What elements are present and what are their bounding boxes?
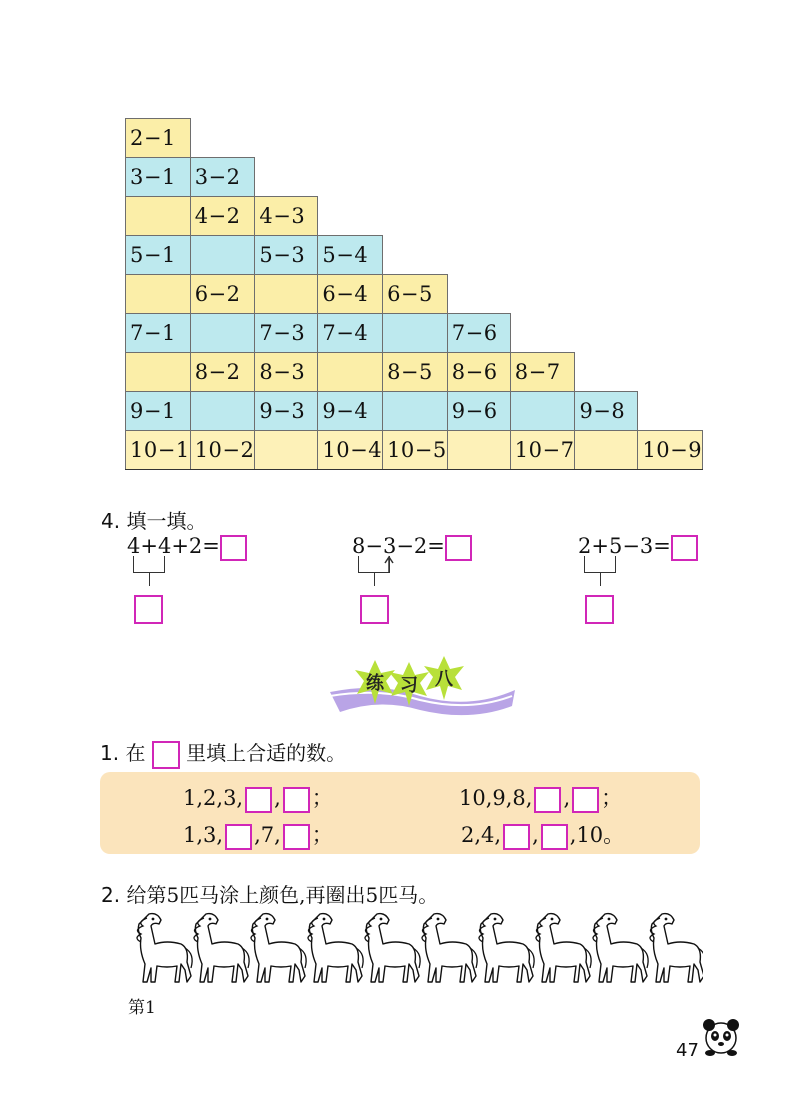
example-box-icon (152, 741, 180, 769)
banner-star (424, 656, 464, 700)
table-empty-space (383, 119, 448, 158)
sequence-text: ； (601, 786, 623, 810)
question-4-heading (101, 505, 206, 534)
sequence-text: ； (311, 786, 333, 810)
horse-icon[interactable] (137, 914, 192, 982)
table-row (126, 314, 703, 353)
table-empty-space (510, 197, 575, 236)
table-cell (126, 353, 191, 392)
table-cell: 10−9 (638, 431, 703, 470)
sequence-row-2-right (461, 819, 624, 850)
sequence-text: 1,2,3, (183, 786, 244, 810)
table-empty-space (575, 314, 638, 353)
sequence-text: 2,4, (461, 823, 502, 847)
table-empty-space (575, 353, 638, 392)
table-row (126, 392, 703, 431)
table-empty-space (638, 392, 703, 431)
table-cell: 8−3 (255, 353, 318, 392)
page-number: 47 (676, 1040, 699, 1061)
question-4-number: 4. (101, 509, 121, 533)
sequence-row-1-left (183, 782, 333, 813)
horse-icon[interactable] (308, 914, 363, 982)
table-row (126, 119, 703, 158)
table-cell: 9−3 (255, 392, 318, 431)
table-cell: 7−1 (126, 314, 191, 353)
table-cell: 8−7 (510, 353, 575, 392)
exercise-1-number: 1. (100, 741, 120, 765)
table-empty-space (510, 314, 575, 353)
table-cell (190, 314, 255, 353)
table-empty-space (575, 236, 638, 275)
q4-expression-1-text: 4+4+2= (127, 534, 220, 558)
exercise-1-prefix: 在 (125, 741, 146, 765)
table-empty-space (318, 197, 383, 236)
table-cell: 3−1 (126, 158, 191, 197)
bracket-stem (149, 572, 150, 586)
answer-box[interactable] (225, 824, 252, 850)
table-cell: 2−1 (126, 119, 191, 158)
table-cell (126, 275, 191, 314)
table-empty-space (447, 119, 510, 158)
table-empty-space (318, 158, 383, 197)
exercise-2-text: 给第5匹马涂上颜色,再圈出5匹马。 (126, 883, 439, 907)
table-cell: 5−4 (318, 236, 383, 275)
table-row (126, 353, 703, 392)
sequence-text: ； (311, 823, 333, 847)
sequence-text: ,10。 (569, 823, 625, 847)
exercise-2-number: 2. (101, 883, 121, 907)
bracket-stem (374, 572, 375, 586)
exercise-1-suffix: 里填上合适的数。 (186, 741, 347, 765)
table-empty-space (383, 158, 448, 197)
horse-icon[interactable] (422, 914, 477, 982)
table-cell (255, 431, 318, 470)
table-empty-space (638, 236, 703, 275)
horse-icon[interactable] (650, 914, 703, 982)
table-cell: 8−2 (190, 353, 255, 392)
table-cell: 6−5 (383, 275, 448, 314)
banner-char-3: 八 (435, 669, 453, 690)
banner-char-2: 习 (400, 675, 418, 696)
table-empty-space (318, 119, 383, 158)
intermediate-answer-box[interactable] (360, 595, 389, 624)
table-cell: 4−3 (255, 197, 318, 236)
table-cell (575, 431, 638, 470)
table-cell: 7−6 (447, 314, 510, 353)
table-cell: 9−6 (447, 392, 510, 431)
table-cell (447, 431, 510, 470)
table-cell (190, 236, 255, 275)
sequence-text: 10,9,8, (459, 786, 533, 810)
intermediate-answer-box[interactable] (585, 595, 614, 624)
table-empty-space (575, 119, 638, 158)
answer-box[interactable] (503, 824, 530, 850)
table-empty-space (510, 158, 575, 197)
table-cell (126, 197, 191, 236)
table-cell (383, 392, 448, 431)
table-cell (510, 392, 575, 431)
table-cell (190, 392, 255, 431)
table-empty-space (575, 275, 638, 314)
answer-box[interactable] (283, 787, 310, 813)
answer-box[interactable] (283, 824, 310, 850)
table-empty-space (638, 275, 703, 314)
table-empty-space (255, 119, 318, 158)
horse-first-label: 第1 (128, 998, 156, 1018)
table-empty-space (575, 197, 638, 236)
horse-icon[interactable] (479, 914, 534, 982)
table-row (126, 275, 703, 314)
table-cell: 8−6 (447, 353, 510, 392)
table-empty-space (575, 158, 638, 197)
table-row (126, 431, 703, 470)
table-row (126, 236, 703, 275)
answer-box[interactable] (541, 824, 568, 850)
answer-box[interactable] (445, 535, 472, 561)
answer-box[interactable] (245, 787, 272, 813)
arrow-up-icon (383, 555, 395, 573)
table-cell: 7−3 (255, 314, 318, 353)
sequence-row-1-right (459, 782, 622, 813)
table-row (126, 197, 703, 236)
sequence-text: ,7, (254, 823, 281, 847)
table-cell (255, 275, 318, 314)
horse-icon[interactable] (593, 914, 648, 982)
table-cell: 5−3 (255, 236, 318, 275)
question-4-title: 填一填。 (126, 509, 207, 533)
exercise-2-heading (101, 879, 438, 908)
table-cell: 10−4 (318, 431, 383, 470)
table-empty-space (638, 119, 703, 158)
table-empty-space (383, 236, 448, 275)
table-empty-space (638, 158, 703, 197)
table-cell: 6−4 (318, 275, 383, 314)
table-cell: 3−2 (190, 158, 255, 197)
answer-box[interactable] (534, 787, 561, 813)
answer-box[interactable] (220, 535, 247, 561)
banner-char-1: 练 (366, 673, 384, 694)
table-cell: 5−1 (126, 236, 191, 275)
answer-box[interactable] (572, 787, 599, 813)
table-empty-space (510, 236, 575, 275)
horse-icon[interactable] (194, 914, 249, 982)
table-empty-space (447, 197, 510, 236)
subtraction-table (125, 118, 703, 470)
table-empty-space (510, 119, 575, 158)
table-empty-space (638, 314, 703, 353)
horse-icon[interactable] (365, 914, 420, 982)
sequence-row-2-left (183, 819, 333, 850)
sequence-text: , (563, 786, 571, 810)
bracket-stem (600, 572, 601, 586)
answer-box[interactable] (671, 535, 698, 561)
table-empty-space (638, 353, 703, 392)
sequence-text: 1,3, (183, 823, 224, 847)
section-banner (300, 652, 520, 722)
table-empty-space (447, 275, 510, 314)
panda-icon (700, 1016, 742, 1058)
q4-expression-2-text: 8−3−2= (352, 534, 445, 558)
sequence-text: , (274, 786, 281, 810)
table-cell: 9−4 (318, 392, 383, 431)
table-cell: 8−5 (383, 353, 448, 392)
intermediate-answer-box[interactable] (134, 595, 163, 624)
horse-row (113, 906, 703, 990)
table-empty-space (447, 158, 510, 197)
exercise-1-heading (100, 737, 346, 769)
table-empty-space (638, 197, 703, 236)
table-empty-space (447, 236, 510, 275)
horse-icon[interactable] (536, 914, 591, 982)
table-cell: 4−2 (190, 197, 255, 236)
table-empty-space (383, 197, 448, 236)
table-cell (318, 353, 383, 392)
table-row (126, 158, 703, 197)
table-cell: 6−2 (190, 275, 255, 314)
table-cell: 9−1 (126, 392, 191, 431)
horse-icon[interactable] (251, 914, 306, 982)
table-cell: 10−5 (383, 431, 448, 470)
bracket-line (133, 556, 165, 573)
table-cell: 10−7 (510, 431, 575, 470)
table-cell: 9−8 (575, 392, 638, 431)
table-cell: 10−1 (126, 431, 191, 470)
table-cell: 7−4 (318, 314, 383, 353)
table-empty-space (510, 275, 575, 314)
table-empty-space (255, 158, 318, 197)
table-empty-space (190, 119, 255, 158)
table-cell: 10−2 (190, 431, 255, 470)
bracket-line (584, 556, 616, 573)
q4-expression-3-text: 2+5−3= (578, 534, 671, 558)
table-cell (383, 314, 448, 353)
sequence-text: , (532, 823, 539, 847)
